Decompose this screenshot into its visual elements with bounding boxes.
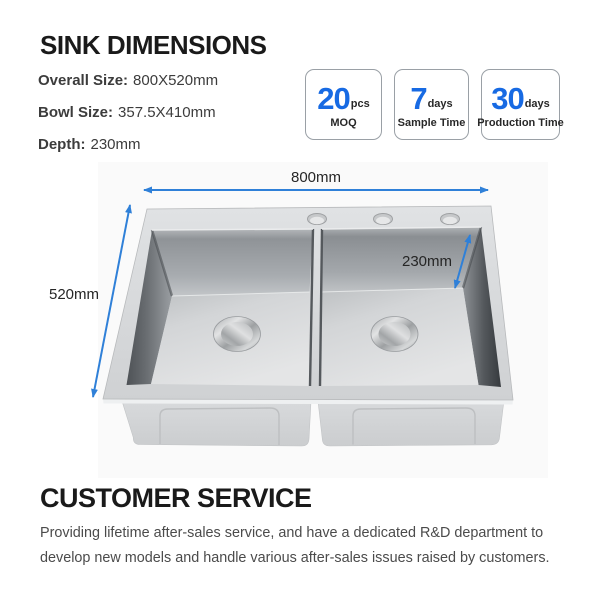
badge-unit: days xyxy=(524,97,550,110)
bowl-depth-dimension-label: 230mm xyxy=(401,253,453,270)
right-drain-inner xyxy=(379,322,411,346)
spec-value: 800X520mm xyxy=(133,72,219,89)
badge-number: 20 xyxy=(317,80,350,116)
left-bowl xyxy=(127,229,314,386)
stat-badges xyxy=(305,69,564,140)
badge-label: MOQ xyxy=(330,116,357,129)
spec-label: Overall Size: xyxy=(38,72,129,89)
faucet-hole xyxy=(374,214,393,225)
badge-label: Sample Time xyxy=(397,116,466,129)
spec-label: Depth: xyxy=(38,136,86,153)
customer-service-title: CUSTOMER SERVICE xyxy=(40,483,312,513)
right-bowl xyxy=(320,227,501,387)
width-dimension-label: 800mm xyxy=(290,169,342,186)
badge-unit: pcs xyxy=(350,97,370,110)
spec-depth xyxy=(38,136,141,153)
badge-sample-time xyxy=(394,69,469,140)
customer-service-text: Providing lifetime after-sales service, and have a dedicated R&D department to develop new models and handle various after-sales issues raised by customers. xyxy=(40,525,550,566)
spec-value: 230mm xyxy=(90,136,141,153)
underbody-right-box xyxy=(318,400,504,446)
underbody-left-box xyxy=(122,401,311,446)
left-drain-inner xyxy=(221,322,253,346)
badge-moq xyxy=(305,69,382,140)
spec-label: Bowl Size: xyxy=(38,104,114,121)
spec-overall-size xyxy=(38,72,218,89)
faucet-hole xyxy=(308,214,327,225)
faucet-hole xyxy=(441,214,460,225)
spec-bowl-size xyxy=(38,104,216,121)
badge-number: 30 xyxy=(491,80,524,116)
page-title: SINK DIMENSIONS xyxy=(40,30,267,60)
front-to-back-dimension-label: 520mm xyxy=(48,286,100,303)
left-bowl-top-edge xyxy=(152,229,313,230)
badge-number: 7 xyxy=(410,80,427,116)
spec-value: 357.5X410mm xyxy=(118,104,216,121)
left-bowl-back-wall xyxy=(152,229,313,296)
badge-production-time xyxy=(477,69,564,140)
badge-label: Production Time xyxy=(477,116,564,129)
badge-unit: days xyxy=(427,97,453,110)
